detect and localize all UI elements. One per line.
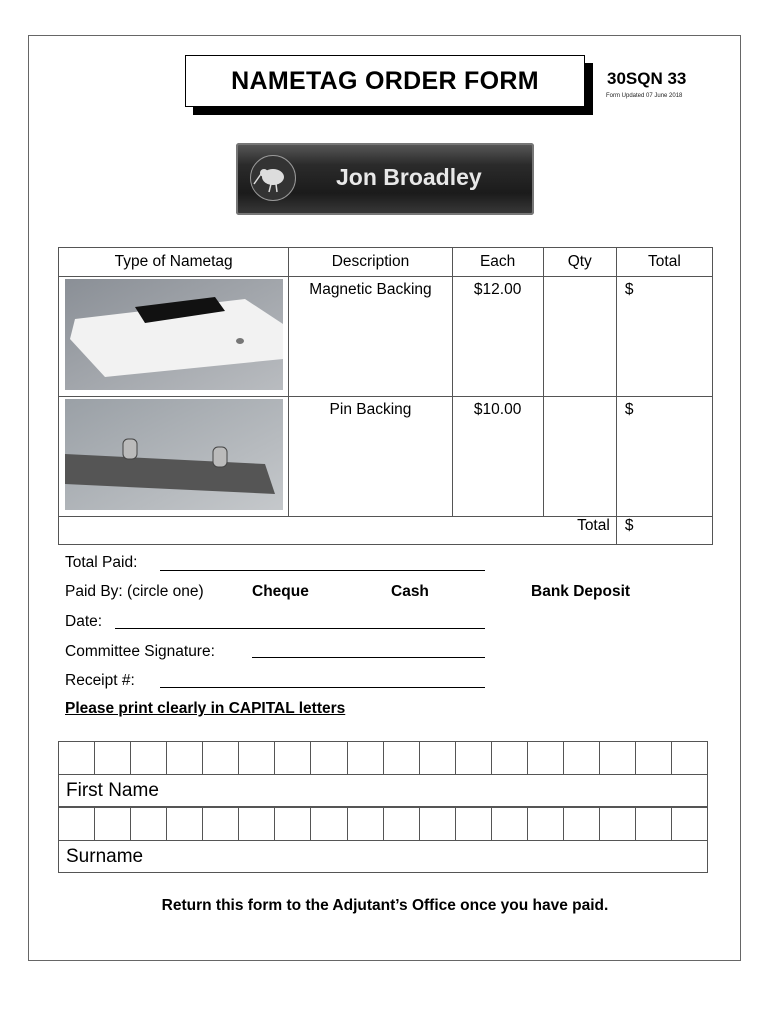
description-cell: Pin Backing: [289, 397, 452, 517]
form-code: 30SQN 33: [607, 69, 687, 88]
receipt-label: Receipt #:: [65, 672, 135, 689]
grand-total-value[interactable]: $: [616, 517, 712, 545]
sample-nametag-image: [236, 143, 534, 215]
letter-box[interactable]: [59, 742, 95, 775]
return-instruction: Return this form to the Adjutant’s Office once you have paid.: [161, 897, 609, 914]
each-cell: $12.00: [452, 277, 543, 397]
letter-box[interactable]: [420, 742, 456, 775]
first-name-letter-boxes[interactable]: [58, 741, 708, 775]
total-cell[interactable]: $: [616, 397, 712, 517]
payment-option-cheque[interactable]: Cheque: [252, 583, 309, 600]
qty-cell[interactable]: [543, 277, 616, 397]
letter-box[interactable]: [600, 742, 636, 775]
receipt-field[interactable]: [160, 687, 485, 688]
header-description: Description: [289, 248, 452, 277]
letter-box[interactable]: [311, 808, 347, 841]
letter-box[interactable]: [456, 742, 492, 775]
letter-box[interactable]: [59, 808, 95, 841]
letter-box[interactable]: [239, 808, 275, 841]
letter-box[interactable]: [672, 808, 708, 841]
each-cell: $10.00: [452, 397, 543, 517]
letter-box[interactable]: [672, 742, 708, 775]
pin-backing-photo: [59, 397, 289, 517]
letter-box[interactable]: [564, 808, 600, 841]
committee-signature-field[interactable]: [252, 657, 485, 658]
grand-total-label: Total: [59, 517, 617, 545]
letter-box[interactable]: [95, 808, 131, 841]
letter-box[interactable]: [203, 742, 239, 775]
table-header-row: [59, 248, 713, 277]
letter-box[interactable]: [600, 808, 636, 841]
letter-box[interactable]: [384, 808, 420, 841]
header-each: Each: [452, 248, 543, 277]
letter-box[interactable]: [528, 742, 564, 775]
total-paid-field[interactable]: [160, 570, 485, 571]
grand-total-row: [59, 517, 713, 545]
table-row: [59, 277, 713, 397]
letter-box[interactable]: [564, 742, 600, 775]
print-instruction: Please print clearly in CAPITAL letters: [65, 700, 346, 717]
committee-signature-label: Committee Signature:: [65, 643, 215, 660]
letter-box[interactable]: [456, 808, 492, 841]
date-label: Date:: [65, 613, 103, 630]
magnetic-backing-photo: [59, 277, 289, 397]
letter-box[interactable]: [275, 742, 311, 775]
table-row: [59, 397, 713, 517]
kiwi-bird-icon: [250, 155, 296, 201]
letter-box[interactable]: [203, 808, 239, 841]
letter-box[interactable]: [275, 808, 311, 841]
letter-box[interactable]: [167, 742, 203, 775]
total-cell[interactable]: $: [616, 277, 712, 397]
letter-box[interactable]: [420, 808, 456, 841]
first-name-label: First Name: [58, 774, 708, 807]
letter-box[interactable]: [311, 742, 347, 775]
nametag-sample-name: Jon Broadley: [336, 164, 482, 190]
letter-box[interactable]: [239, 742, 275, 775]
qty-cell[interactable]: [543, 397, 616, 517]
letter-box[interactable]: [348, 808, 384, 841]
letter-box[interactable]: [636, 808, 672, 841]
header-type: Type of Nametag: [59, 248, 289, 277]
payment-option-cash[interactable]: Cash: [391, 583, 429, 600]
form-updated-date: Form Updated 07 June 2018: [606, 93, 683, 99]
letter-box[interactable]: [528, 808, 564, 841]
date-field[interactable]: [115, 628, 485, 629]
total-paid-label: Total Paid:: [65, 554, 138, 571]
header-total: Total: [616, 248, 712, 277]
description-cell: Magnetic Backing: [289, 277, 452, 397]
letter-box[interactable]: [131, 742, 167, 775]
paid-by-label: Paid By: (circle one): [65, 583, 204, 600]
letter-box[interactable]: [492, 808, 528, 841]
letter-box[interactable]: [636, 742, 672, 775]
letter-box[interactable]: [167, 808, 203, 841]
letter-box[interactable]: [348, 742, 384, 775]
letter-box[interactable]: [384, 742, 420, 775]
order-table: [58, 247, 713, 545]
surname-letter-boxes[interactable]: [58, 807, 708, 841]
surname-label: Surname: [58, 840, 708, 873]
header-qty: Qty: [543, 248, 616, 277]
letter-box[interactable]: [131, 808, 167, 841]
letter-box[interactable]: [95, 742, 131, 775]
payment-option-bank-deposit[interactable]: Bank Deposit: [531, 583, 631, 600]
letter-box[interactable]: [492, 742, 528, 775]
page-title: NAMETAG ORDER FORM: [185, 55, 585, 107]
